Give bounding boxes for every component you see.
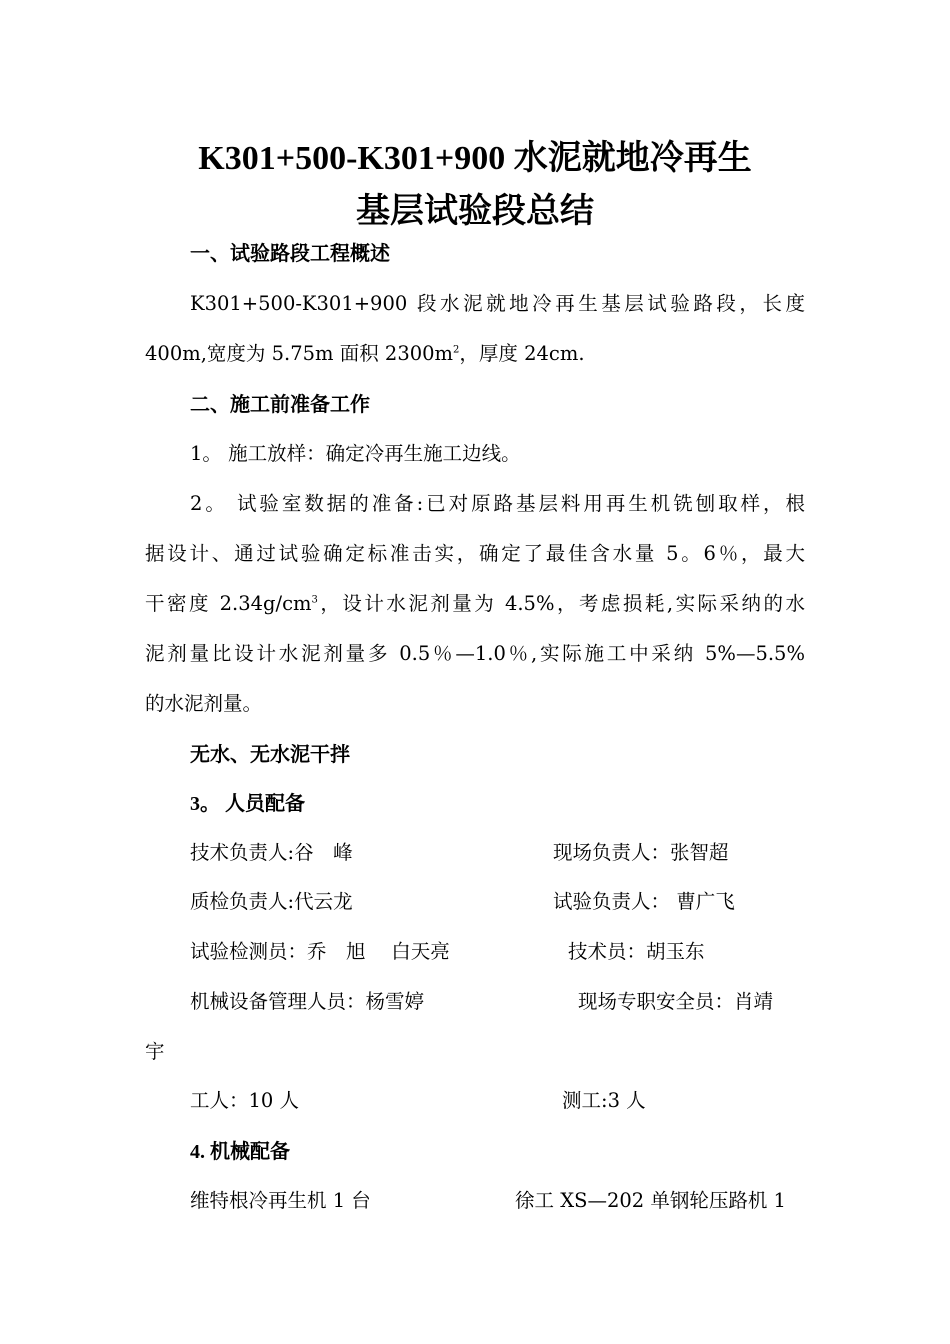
safety-officer: 现场专职安全员：肖靖 bbox=[578, 990, 774, 1013]
test-lead: 试验负责人： 曹广飞 bbox=[553, 890, 735, 913]
surveyors: 测工:3 人 bbox=[562, 1089, 646, 1112]
dry-mix-note: 无水、无水泥干拌 bbox=[190, 744, 350, 766]
qc-lead: 质检负责人:代云龙 bbox=[190, 890, 353, 913]
machine-2: 徐工 XS—202 单钢轮压路机 1 bbox=[515, 1189, 786, 1212]
document-title-line1: K301+500-K301+900 水泥就地冷再生 bbox=[198, 140, 752, 177]
section2-item2-line3: 干密度 $2.34g/cm^3$，设计水泥剂量为 4.5%，考虑损耗,实际采纳的水 bbox=[145, 592, 805, 615]
section1-paragraph-line1: K301+500-K301+900 段水泥就地冷再生基层试验路段，长度 bbox=[190, 292, 805, 315]
section2-item2-line4: 泥剂量比设计水泥剂量多 0.5％—1.0％,实际施工中采纳 5%—5.5% bbox=[145, 642, 805, 665]
section2-item1: 1。 施工放样：确定冷再生施工边线。 bbox=[190, 442, 521, 465]
workers: 工人：10 人 bbox=[190, 1089, 300, 1112]
safety-officer-continued: 宇 bbox=[145, 1040, 165, 1063]
section1-heading: 一、试验路段工程概述 bbox=[190, 243, 390, 265]
tech-lead: 技术负责人:谷 峰 bbox=[190, 841, 353, 864]
equipment-manager: 机械设备管理人员：杨雪婷 bbox=[190, 990, 425, 1013]
section2-item2-line2: 据设计、通过试验确定标准击实，确定了最佳含水量 5。6％，最大 bbox=[145, 542, 805, 565]
document-title-line2: 基层试验段总结 bbox=[356, 193, 594, 230]
section2-heading: 二、施工前准备工作 bbox=[190, 394, 370, 416]
testers: 试验检测员：乔 旭 白天亮 bbox=[190, 940, 450, 963]
site-lead: 现场负责人：张智超 bbox=[553, 841, 729, 864]
machine-1: 维特根冷再生机 1 台 bbox=[190, 1189, 371, 1212]
technician: 技术员：胡玉东 bbox=[568, 940, 705, 963]
section3-heading: 3。 人员配备 bbox=[190, 793, 305, 815]
section2-item2-line1: 2。 试验室数据的准备:已对原路基层料用再生机铣刨取样，根 bbox=[190, 492, 805, 515]
section2-item2-line5: 的水泥剂量。 bbox=[145, 692, 263, 715]
section1-paragraph-line2: 400m,宽度为 5.75m 面积 $2300m^2$，厚度 24cm. bbox=[145, 342, 585, 365]
section4-heading: 4. 机械配备 bbox=[190, 1141, 290, 1163]
